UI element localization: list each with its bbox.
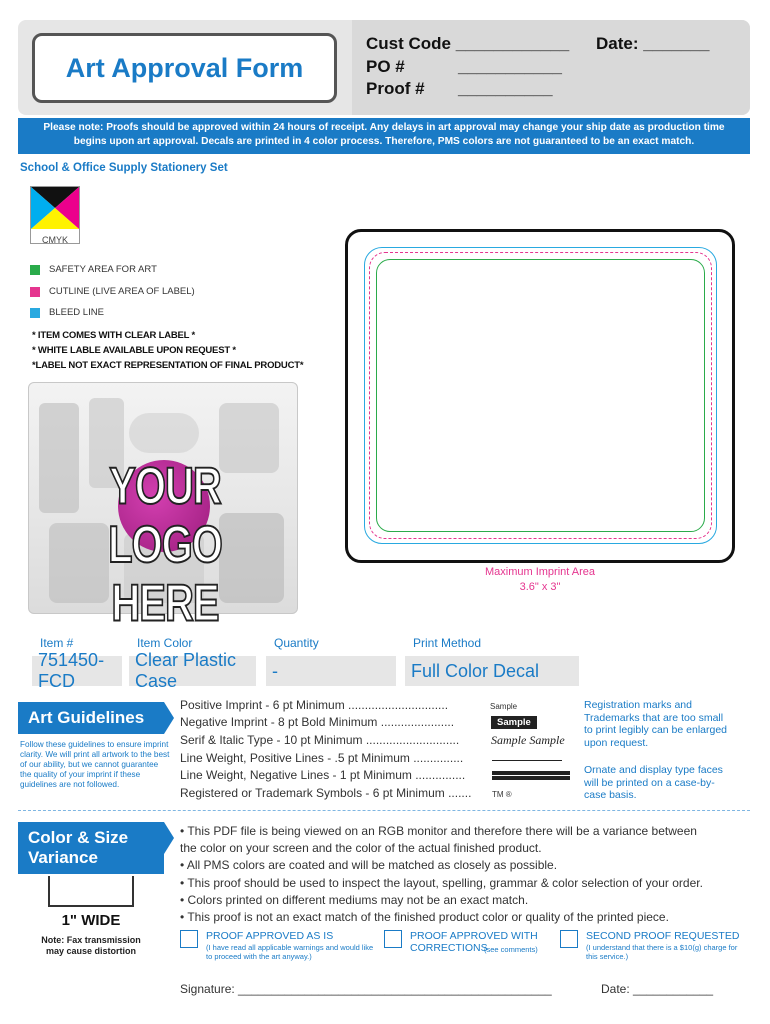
notice-banner: Please note: Proofs should be approved within 24 hours of receipt. Any delays in art approval may change your ship date as production time begins upon art approval. Decals are printed in 4 color process. Therefore, PMS colors are not guaranteed to be an exact match. [18, 118, 750, 154]
po-field[interactable]: ___________ [458, 57, 563, 76]
imprint-caption: Maximum Imprint Area [484, 566, 596, 578]
product-title: School & Office Supply Stationery Set [20, 162, 228, 174]
variance-bullet: • This PDF file is being viewed on an RGB monitor and therefore there will be a variance between [180, 824, 697, 838]
item-color-value: Clear Plastic Case [129, 656, 256, 686]
date-field[interactable]: Date: _______ [596, 34, 710, 53]
logo-placeholder: YOUR LOGO HERE [108, 457, 222, 632]
signature-field[interactable]: Signature: _______________________________________________ [180, 982, 552, 996]
item-number-value: 751450-FCD [32, 656, 122, 686]
imprint-size: 3.6" x 3" [519, 581, 561, 593]
variance-bullet: • Colors printed on different mediums may not be an exact match. [180, 893, 529, 907]
negative-line-sample [492, 771, 570, 780]
note-not-exact: *LABEL NOT EXACT REPRESENTATION OF FINAL PRODUCT* [32, 360, 304, 371]
cmyk-icon [31, 187, 79, 229]
guideline-serif-sample: Sample Sample [491, 733, 565, 747]
quantity-label: Quantity [274, 636, 319, 650]
legend-safety [30, 264, 157, 275]
positive-line-sample [492, 760, 562, 761]
cmyk-swatch [30, 186, 80, 244]
approved-with-corrections-checkbox[interactable] [384, 930, 402, 948]
approved-as-is-sub: (I have read all applicable warnings and would like to proceed with the art anyway.) [206, 943, 374, 961]
cmyk-label: CMYK [41, 235, 68, 245]
section-divider [18, 810, 750, 811]
guideline-positive: Positive Imprint - 6 pt Minimum .............................. [180, 698, 449, 712]
registration-note: Registration marks and Trademarks that are too small to print legibly can be enlarged upon request. [584, 699, 728, 749]
quantity-value: - [266, 656, 396, 686]
safety-area [376, 259, 705, 532]
cyan-swatch-icon [30, 308, 40, 318]
signature-date-field[interactable]: Date: ____________ [601, 982, 714, 996]
legend-cutline [30, 286, 195, 297]
print-method-value: Full Color Decal [405, 656, 579, 686]
guideline-symbols: Registered or Trademark Symbols - 6 pt Minimum ....... [180, 786, 472, 800]
legend-label: CUTLINE (LIVE AREA OF LABEL) [49, 286, 195, 297]
proof-label: Proof # [366, 79, 425, 98]
variance-bullet: • This proof is not an exact match of the finished product color or quality of the printed piece. [180, 910, 669, 924]
cust-code-field[interactable]: Cust Code ____________ [366, 34, 570, 53]
guideline-symbols-sample: TM ® [492, 790, 512, 799]
form-title: Art Approval Form [32, 33, 337, 103]
legend-label: BLEED LINE [49, 307, 104, 318]
print-method-label: Print Method [413, 636, 482, 650]
guideline-negative: Negative Imprint - 8 pt Bold Minimum ...................... [180, 715, 455, 729]
second-proof-checkbox[interactable] [560, 930, 578, 948]
guidelines-description: Follow these guidelines to ensure imprint clarity. We will print all artwork to the best of our ability, but we cannot guarantee the quality of your imprint if these guidelines are not followed. [20, 740, 170, 789]
one-inch-ruler [48, 876, 134, 906]
ruler-label: 1" WIDE [61, 912, 121, 929]
variance-bullet: • This proof should be used to inspect the layout, spelling, grammar & color selection of your order. [180, 876, 703, 890]
approved-with-corrections-label: PROOF APPROVED WITH CORRECTIONS [410, 930, 538, 954]
fax-note: Note: Fax transmission may cause distortion [41, 935, 141, 956]
variance-bullet: • All PMS colors are coated and will be matched as closely as possible. [180, 858, 558, 872]
guideline-serif: Serif & Italic Type - 10 pt Minimum ............................ [180, 733, 460, 747]
guideline-negative-sample: Sample [491, 716, 537, 729]
note-clear-label: * ITEM COMES WITH CLEAR LABEL * [32, 330, 196, 341]
proof-field[interactable]: __________ [458, 79, 553, 98]
green-swatch-icon [30, 265, 40, 275]
guideline-positive-lines: Line Weight, Positive Lines - .5 pt Minimum ............... [180, 751, 464, 765]
ornate-note: Ornate and display type faces will be printed on a case-by-case basis. [584, 764, 723, 801]
po-label: PO # [366, 57, 405, 76]
legend-label: SAFETY AREA FOR ART [49, 264, 157, 275]
guideline-negative-lines: Line Weight, Negative Lines - 1 pt Minimum ............... [180, 768, 466, 782]
approved-as-is-checkbox[interactable] [180, 930, 198, 948]
note-white-label: * WHITE LABLE AVAILABLE UPON REQUEST * [32, 345, 236, 356]
art-guidelines-badge: Art Guidelines [18, 702, 164, 734]
guideline-positive-sample: Sample [490, 702, 518, 711]
second-proof-label: SECOND PROOF REQUESTED [586, 930, 740, 942]
item-number-label: Item # [40, 636, 74, 650]
approved-with-corrections-sub: (see comments) [484, 945, 538, 954]
variance-bullet: the color on your screen and the color of the actual finished product. [180, 841, 542, 855]
approved-as-is-label: PROOF APPROVED AS IS [206, 930, 334, 942]
ruler-baseline [48, 905, 134, 907]
item-color-label: Item Color [137, 636, 193, 650]
legend-bleed [30, 307, 104, 318]
color-size-variance-badge: Color & Size Variance [18, 822, 164, 874]
magenta-swatch-icon [30, 287, 40, 297]
second-proof-sub: (I understand that there is a $10(g) charge for this service.) [586, 943, 738, 961]
